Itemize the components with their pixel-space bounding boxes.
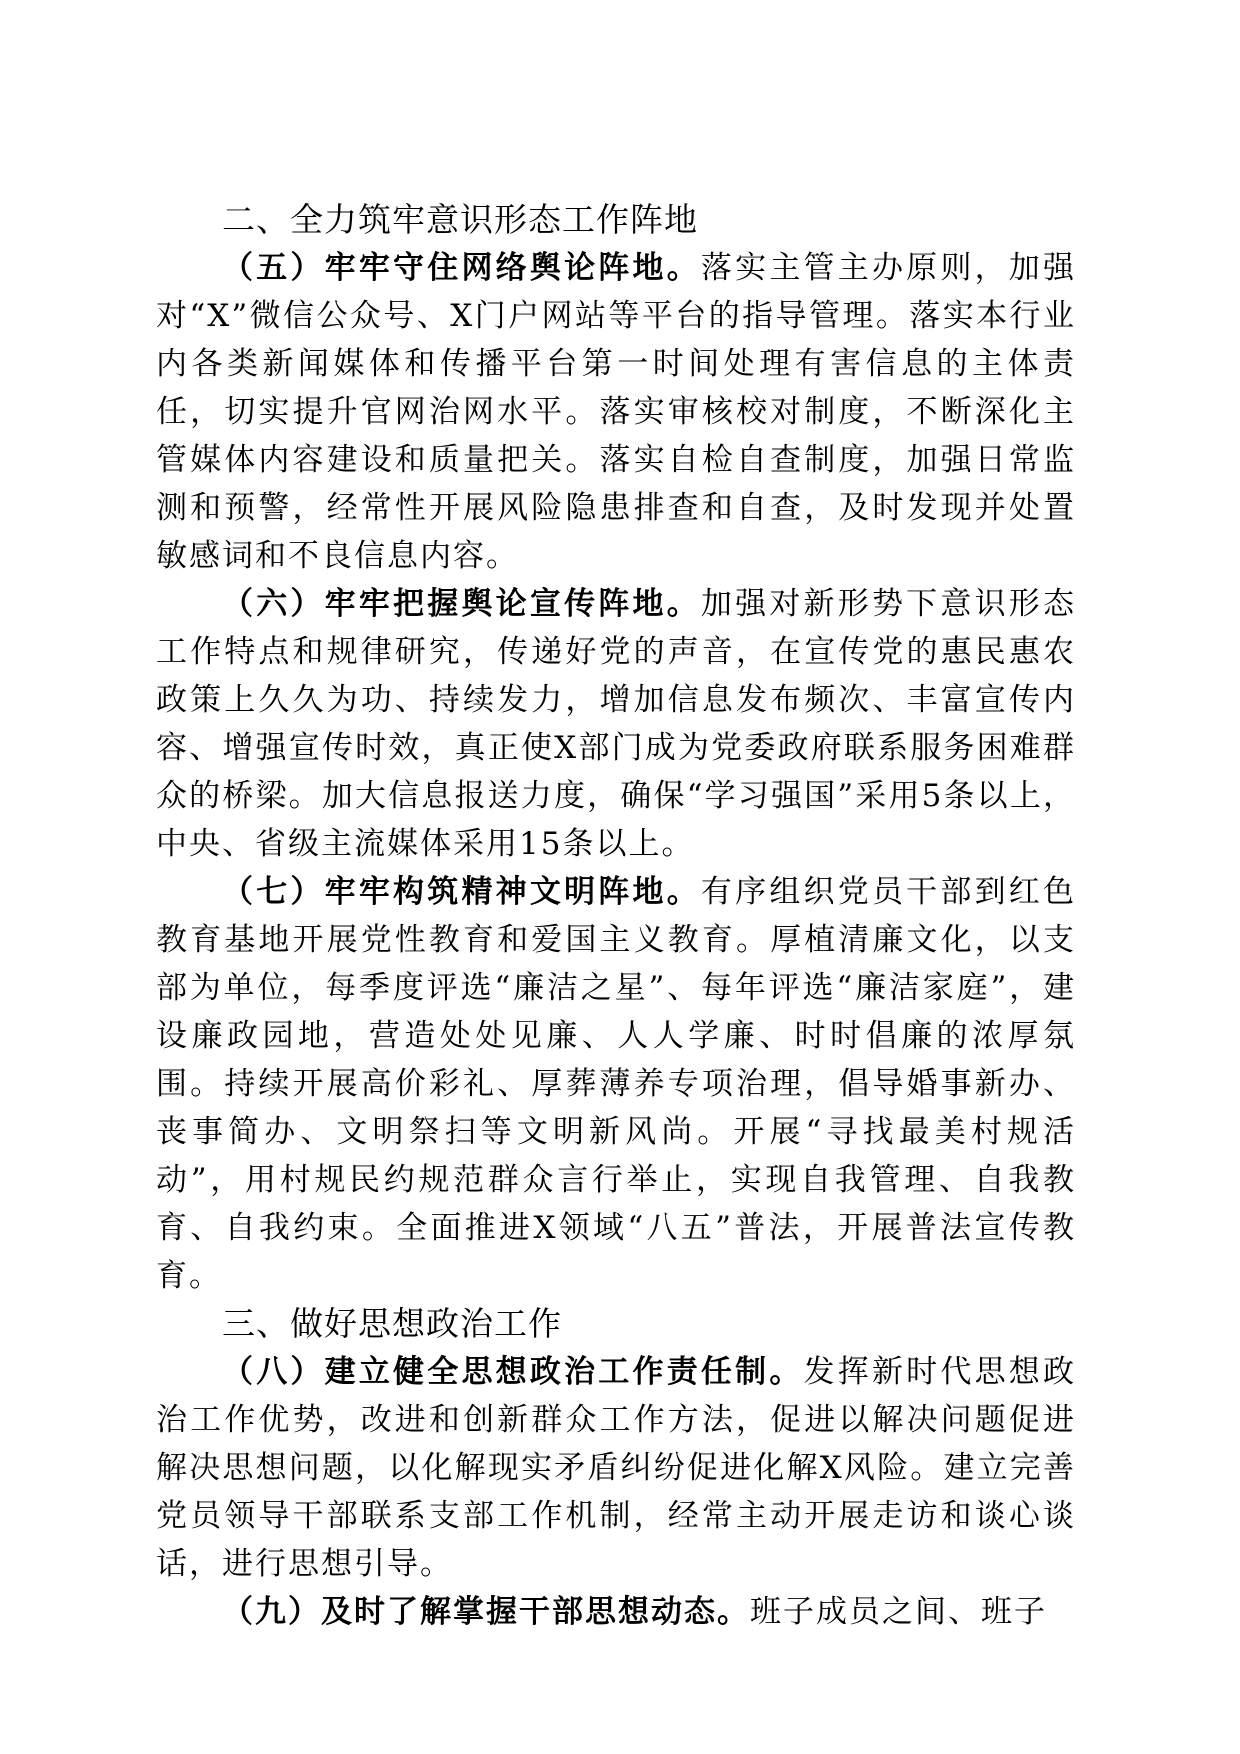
paragraph-5	[156, 244, 1076, 580]
paragraph-lead: （五）牢牢守住网络舆论阵地。	[222, 250, 701, 286]
paragraph-text: 班子成员之间、班子	[750, 1594, 1047, 1630]
paragraph-text: 发挥新时代思想政治工作优势，改进和创新群众工作方法，促进以解决问题促进解决思想问题，以化解现实矛盾纠纷促进化解X风险。建立完善党员领导干部联系支部工作机制，经常主动开展走访和谈心谈话，进行思想引导。	[156, 1354, 1077, 1582]
paragraph-lead: （六）牢牢把握舆论宣传阵地。	[222, 586, 701, 622]
section-heading-2: 二、全力筑牢意识形态工作阵地	[222, 200, 698, 239]
paragraph-lead: （七）牢牢构筑精神文明阵地。	[222, 874, 701, 910]
paragraph-text: 加强对新形势下意识形态工作特点和规律研究，传递好党的声音，在宣传党的惠民惠农政策上久久为功、持续发力，增加信息发布频次、丰富宣传内容、增强宣传时效，真正使X部门成为党委政府联系服务困难群众的桥梁。加大信息报送力度，确保“学习强国”采用5条以上，中央、省级主流媒体采用15条以上。	[156, 586, 1077, 862]
document-body	[156, 196, 1076, 1636]
section-heading-3: 三、做好思想政治工作	[222, 1304, 562, 1343]
paragraph-lead: （九）及时了解掌握干部思想动态。	[222, 1594, 750, 1630]
paragraph-lead: （八）建立健全思想政治工作责任制。	[222, 1354, 804, 1390]
paragraph-8	[156, 1348, 1076, 1588]
paragraph-6	[156, 580, 1076, 868]
paragraph-9	[156, 1588, 1076, 1636]
paragraph-7	[156, 868, 1076, 1300]
paragraph-text: 落实主管主办原则，加强对“X”微信公众号、X门户网站等平台的指导管理。落实本行业内各类新闻媒体和传播平台第一时间处理有害信息的主体责任，切实提升官网治网水平。落实审核校对制度，不断深化主管媒体内容建设和质量把关。落实自检自查制度，加强日常监测和预警，经常性开展风险隐患排查和自查，及时发现并处置敏感词和不良信息内容。	[156, 250, 1077, 574]
paragraph-text: 有序组织党员干部到红色教育基地开展党性教育和爱国主义教育。厚植清廉文化，以支部为单位，每季度评选“廉洁之星”、每年评选“廉洁家庭”，建设廉政园地，营造处处见廉、人人学廉、时时倡廉的浓厚氛围。持续开展高价彩礼、厚葬薄养专项治理，倡导婚事新办、丧事简办、文明祭扫等文明新风尚。开展“寻找最美村规活动”，用村规民约规范群众言行举止，实现自我管理、自我教育、自我约束。全面推进X领域“八五”普法，开展普法宣传教育。	[156, 874, 1077, 1294]
